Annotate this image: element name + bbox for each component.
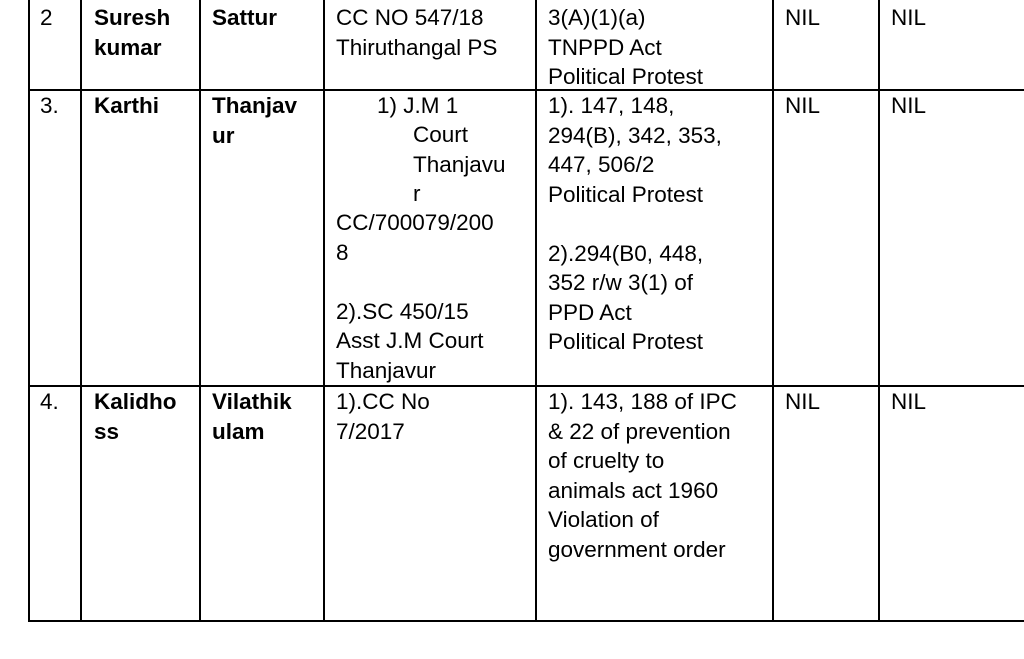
row-4-case: 1).CC No 7/2017 [336, 389, 430, 444]
row-3-col7: NIL [891, 93, 927, 118]
row-2-case: CC NO 547/18 Thiruthangal PS [336, 5, 498, 60]
row-4-name: Kalidho ss [94, 389, 177, 444]
table-column-divider [80, 0, 82, 622]
table-column-divider [535, 0, 537, 622]
table-column-divider [323, 0, 325, 622]
row-2-sections: 3(A)(1)(a) TNPPD Act Political Protest [548, 5, 704, 89]
row-2-place: Sattur [212, 5, 278, 30]
row-4-number: 4. [40, 389, 59, 414]
table-row-divider [28, 89, 1024, 91]
row-3-case-item-1-cont: Court Thanjavu r [413, 122, 506, 206]
table-bottom-border [28, 620, 1024, 622]
table-row-divider [28, 385, 1024, 387]
row-3-col6: NIL [785, 93, 821, 118]
table-column-divider [199, 0, 201, 622]
row-4-place: Vilathik ulam [212, 389, 292, 444]
row-3-number: 3. [40, 93, 59, 118]
row-2-name: Suresh kumar [94, 5, 171, 60]
table-column-divider [878, 0, 880, 622]
row-3-name: Karthi [94, 93, 160, 118]
row-3-case-rest: CC/700079/200 8 2).SC 450/15 Asst J.M Court Thanjavur [336, 210, 494, 383]
row-3-case-item-1: 1) J.M 1 [377, 93, 459, 118]
row-2-col7: NIL [891, 5, 927, 30]
row-2-number: 2 [40, 5, 53, 30]
row-4-col6: NIL [785, 389, 821, 414]
table-left-border [28, 0, 30, 622]
table-column-divider [772, 0, 774, 622]
row-3-place: Thanjav ur [212, 93, 298, 148]
row-4-col7: NIL [891, 389, 927, 414]
row-3-sections: 1). 147, 148, 294(B), 342, 353, 447, 506/2 Political Protest 2).294(B0, 448, 352 r/w 3(1) of PPD Act Political Protest [548, 93, 722, 354]
row-4-sections: 1). 143, 188 of IPC & 22 of prevention of cruelty to animals act 1960 Violation of government order [548, 389, 737, 562]
row-2-col6: NIL [785, 5, 821, 30]
